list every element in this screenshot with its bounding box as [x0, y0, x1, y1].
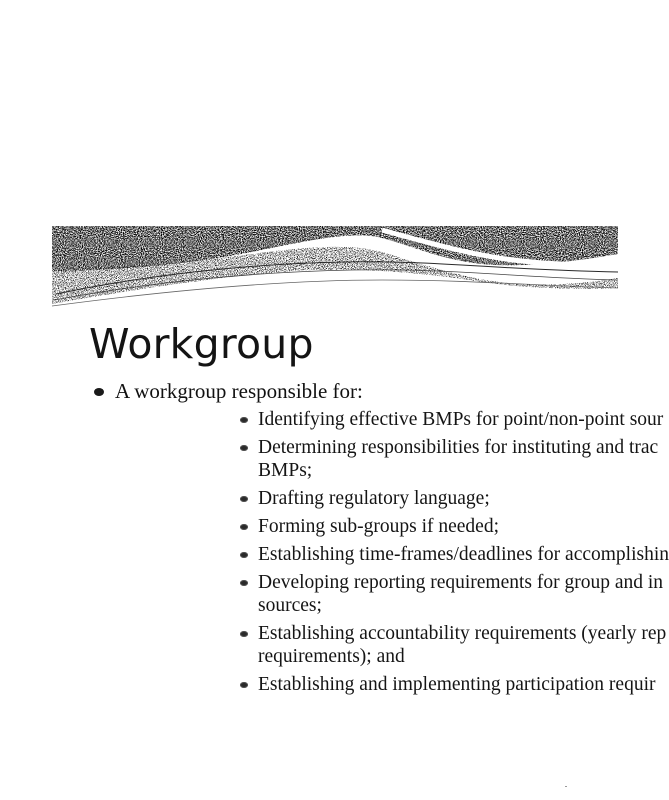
decorative-wave-banner	[52, 224, 618, 310]
sub-bullet-text: Identifying effective BMPs for point/non-point sour	[258, 409, 664, 430]
sub-bullet	[115, 408, 664, 431]
sub-bullet	[115, 543, 669, 566]
sub-bullet-text: Determining responsibilities for instituting and trac	[258, 437, 659, 458]
sub-bullet	[115, 673, 656, 696]
sub-bullet	[115, 515, 618, 538]
sub-bullet-text: Establishing accountability requirements (yearly rep	[258, 623, 667, 644]
sub-bullet-text-continued: BMPs;	[258, 460, 313, 481]
sub-bullet-text: Establishing and implementing participation requir	[258, 674, 656, 695]
sub-bullet-dot-icon	[240, 631, 248, 637]
sub-bullet-text: Establishing time-frames/deadlines for accomplishin	[258, 544, 669, 565]
lead-bullet	[0, 376, 669, 696]
sub-bullet-dot-icon	[240, 445, 248, 451]
sub-bullet	[115, 436, 659, 482]
lead-bullet-text: A workgroup responsible for:	[115, 379, 363, 403]
sub-bullet-dot-icon	[240, 417, 248, 423]
sub-bullet	[115, 487, 618, 510]
sub-bullet-text: Developing reporting requirements for group and in	[258, 572, 664, 593]
sub-bullet-dot-icon	[240, 682, 248, 688]
slide-title: Workgroup	[89, 320, 314, 368]
scan-speck	[565, 786, 567, 787]
sub-bullet-dot-icon	[240, 496, 248, 502]
sub-bullet-text-continued: sources;	[258, 595, 322, 616]
sub-bullet-dot-icon	[240, 552, 248, 558]
sub-bullet-dot-icon	[240, 580, 248, 586]
sub-bullet-text: Forming sub-groups if needed;	[258, 516, 500, 537]
sub-bullet	[115, 571, 664, 617]
sub-bullet	[115, 622, 667, 668]
bullet-dot-icon	[94, 388, 104, 396]
sub-bullet-dot-icon	[240, 524, 248, 530]
sub-bullet-list	[115, 408, 669, 696]
sub-bullet-text: Drafting regulatory language;	[258, 488, 490, 509]
sub-bullet-text-continued: requirements); and	[258, 646, 405, 667]
bullet-list	[0, 376, 669, 701]
